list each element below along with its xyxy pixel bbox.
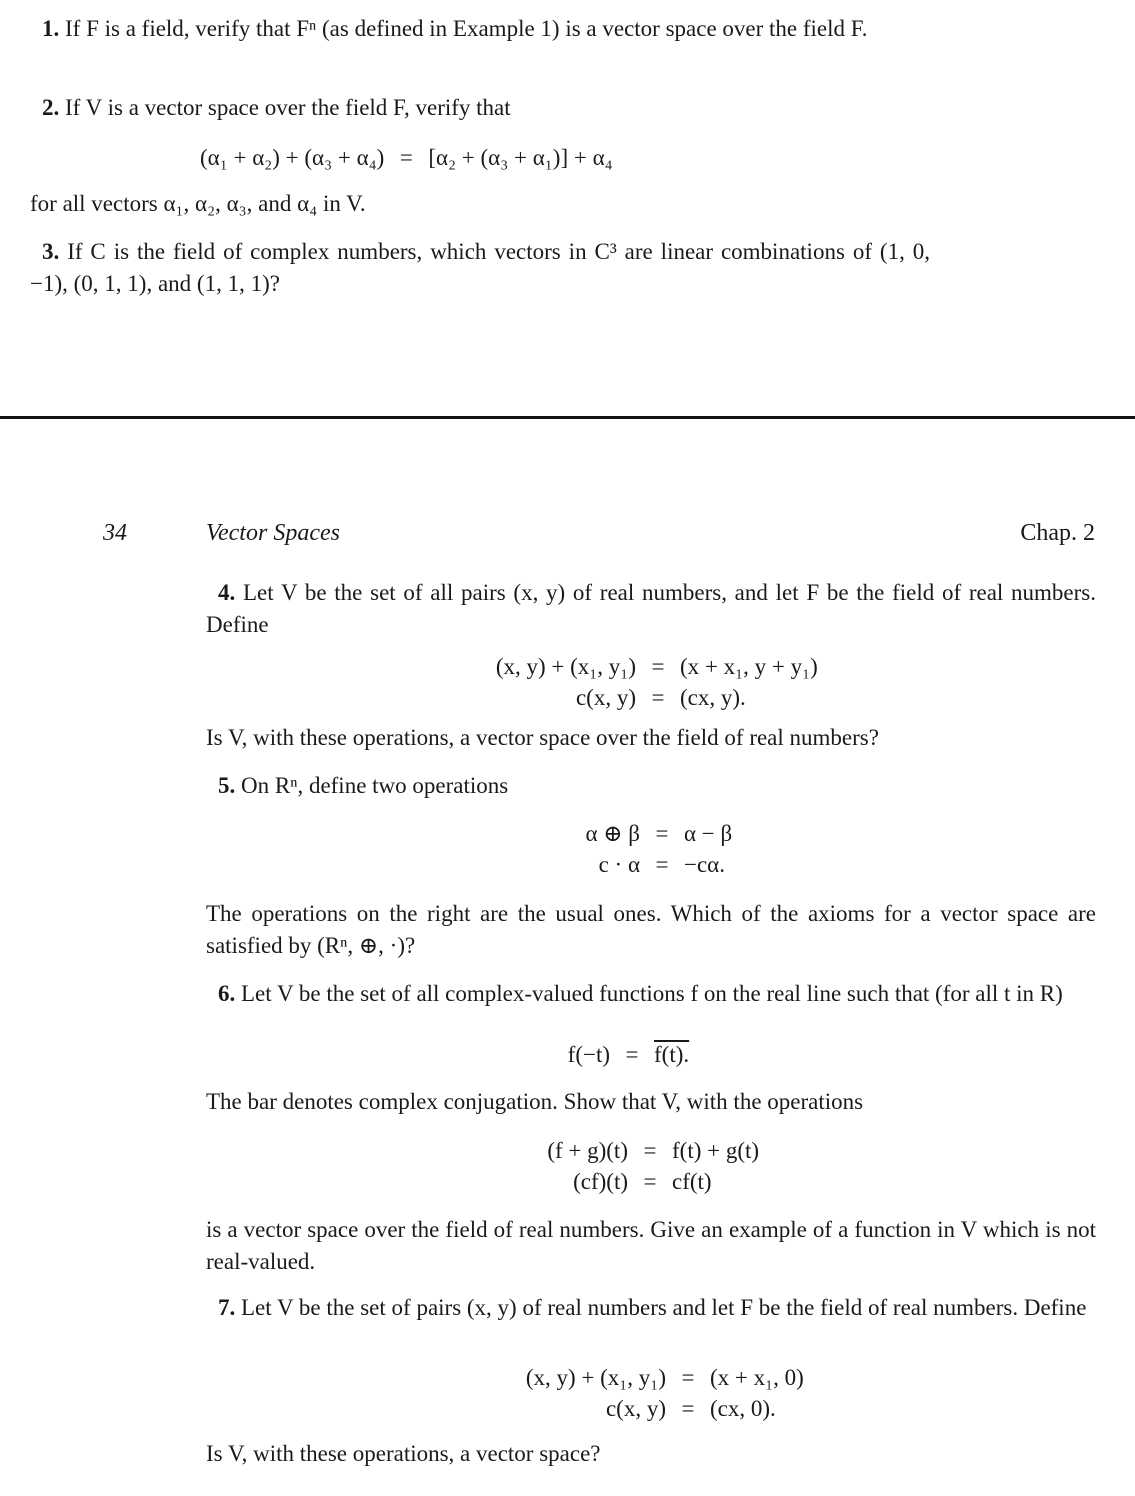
equation-rhs: [α₂ + (α₃ + α₁)] + α₄: [428, 145, 613, 170]
chapter-label: Chap. 2: [1020, 520, 1095, 546]
exercise-6-after2: is a vector space over the field of real numbers. Give an example of a function in V which is not real-valued.: [206, 1217, 1096, 1274]
exercise-6-after: The bar denotes complex conjugation. Show that V, with the operations: [206, 1089, 864, 1114]
exercise-4-after: Is V, with these operations, a vector space over the field of real numbers?: [206, 725, 879, 750]
equation-rhs: cf(t): [672, 1169, 712, 1194]
exercise-2-after: for all vectors α₁, α₂, α₃, and α₄ in V.: [30, 191, 366, 216]
equation-ex7: [476, 1362, 804, 1424]
exercise-5: [206, 770, 1096, 802]
equation-equals: =: [681, 1365, 695, 1390]
equation-equals: =: [643, 1138, 657, 1163]
exercise-4: [206, 577, 1096, 641]
exercise-number: 6.: [218, 981, 236, 1006]
exercise-3: [30, 236, 930, 300]
equation-ex6-operations: [500, 1135, 759, 1197]
equation-lhs: (α₁ + α₂) + (α₃ + α₄): [200, 145, 385, 170]
exercise-text: If C is the field of complex numbers, which vectors in C³ are linear combinations of (1, 0, −1), (0, 1, 1), and (1, 1, 1)?: [30, 239, 930, 296]
exercise-number: 3.: [42, 239, 60, 264]
exercise-text: Let V be the set of pairs (x, y) of real numbers and let F be the field of real numbers. Define: [241, 1295, 1087, 1320]
page-number: 34: [103, 520, 127, 546]
equation-equals: =: [643, 1169, 657, 1194]
equation-ex6: [520, 1039, 689, 1070]
exercise-text: If V is a vector space over the field F, verify that: [65, 95, 511, 120]
exercise-7: [206, 1292, 1096, 1324]
equation-lhs: (x, y) + (x₁, y₁): [525, 1365, 666, 1390]
equation-rhs: f(t) + g(t): [672, 1138, 760, 1163]
equation-rhs: (cx, 0).: [710, 1396, 776, 1421]
equation-rhs: (cx, y).: [680, 685, 746, 710]
equation-ex4: [446, 651, 818, 713]
equation-lhs: c(x, y): [605, 1396, 666, 1421]
equation-equals: =: [655, 821, 669, 846]
equation-equals: =: [399, 145, 413, 170]
exercise-1: [30, 13, 930, 45]
equation-lhs: (cf)(t): [573, 1169, 628, 1194]
equation-lhs: α ⊕ β: [585, 821, 640, 846]
equation-lhs: f(−t): [567, 1042, 610, 1067]
equation-ex5: [540, 818, 732, 880]
exercise-text: Let V be the set of all complex-valued functions f on the real line such that (for all t in R): [241, 981, 1063, 1006]
equation-rhs: −cα.: [684, 852, 725, 877]
equation-rhs: (x + x₁, 0): [710, 1365, 804, 1390]
equation-lhs: (x, y) + (x₁, y₁): [495, 654, 636, 679]
exercise-5-after: The operations on the right are the usual ones. Which of the axioms for a vector space are satisfied by (Rⁿ, ⊕, ·)?: [206, 901, 1096, 958]
exercise-2: [30, 92, 930, 124]
equation-equals: =: [651, 685, 665, 710]
exercise-7-after: Is V, with these operations, a vector space?: [206, 1441, 601, 1466]
exercise-text: Let V be the set of all pairs (x, y) of real numbers, and let F be the field of real numbers. Define: [206, 580, 1097, 637]
exercise-text: If F is a field, verify that Fⁿ (as defined in Example 1) is a vector space over the field F.: [65, 16, 868, 41]
equation-rhs: α − β: [684, 821, 733, 846]
equation-lhs: c · α: [598, 852, 640, 877]
running-title: Vector Spaces: [206, 520, 340, 546]
equation-equals: =: [625, 1042, 639, 1067]
equation-lhs: c(x, y): [575, 685, 636, 710]
equation-lhs: (f + g)(t): [547, 1138, 628, 1163]
equation-ex2: [200, 142, 613, 173]
exercise-number: 7.: [218, 1295, 236, 1320]
equation-rhs: (x + x₁, y + y₁): [680, 654, 818, 679]
exercise-number: 5.: [218, 773, 236, 798]
equation-equals: =: [681, 1396, 695, 1421]
exercise-number: 2.: [42, 95, 60, 120]
exercise-text: On Rⁿ, define two operations: [241, 773, 509, 798]
equation-rhs: f(t).: [654, 1042, 690, 1067]
exercise-number: 4.: [218, 580, 236, 605]
exercise-6: [206, 978, 1096, 1010]
page-divider: [0, 416, 1135, 419]
equation-equals: =: [651, 654, 665, 679]
exercise-number: 1.: [42, 16, 60, 41]
equation-equals: =: [655, 852, 669, 877]
